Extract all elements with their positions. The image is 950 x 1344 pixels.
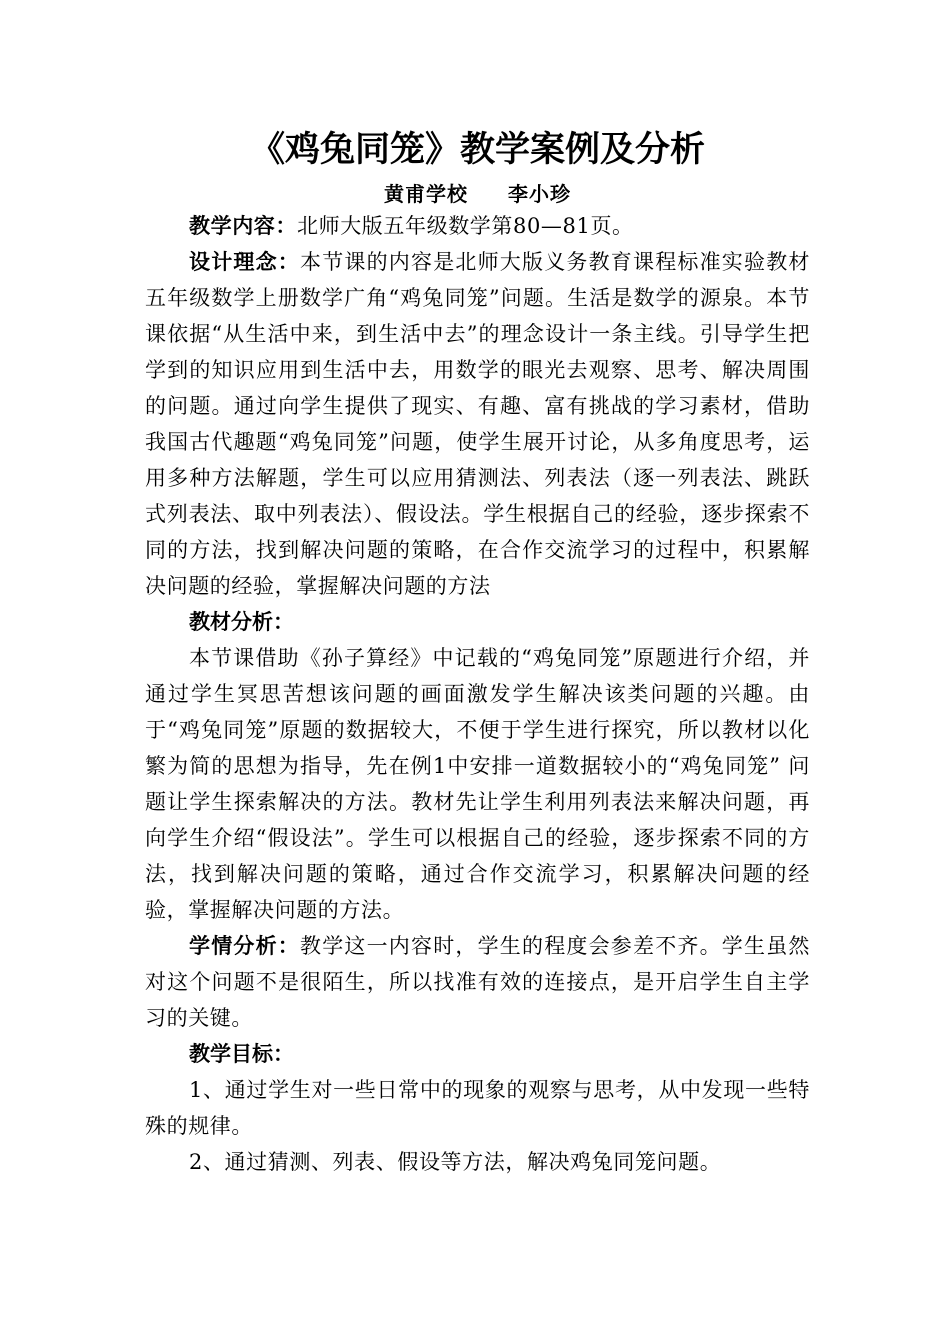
material-analysis-heading: 教材分析： (189, 609, 294, 634)
design-concept-text: 本节课的内容是北师大版义务教育课程标准实验教材五年级数学上册数学广角“鸡兔同笼”问题。生活是数学的源泉。本节课依据“从生活中来，到生活中去”的理念设计一条主线。引导学生把学到的知识应用到生活中去，用数学的眼光去观察、思考、解决周围的问题。通过向学生提供了现实、有趣、富有挑战的学习素材，借助我国古代趣题“鸡兔同笼”问题，使学生展开讨论，从多角度思考，运用多种方法解题，学生可以应用猜测法、列表法（逐一列表法、跳跃式列表法、取中列表法）、假设法。学生根据自己的经验，逐步探索不同的方法，找到解决问题的策略，在合作交流学习的过程中，积累解决问题的经验，掌握解决问题的方法 (145, 250, 810, 598)
byline (145, 180, 810, 208)
document-title: 《鸡兔同笼》教学案例及分析 (249, 129, 705, 170)
student-analysis-label: 学情分析： (189, 933, 300, 958)
goal-item-1: 1、通过学生对一些日常中的现象的观察与思考，从中发现一些特殊的规律。 (145, 1078, 810, 1138)
school-name: 黄甫学校 (384, 182, 468, 206)
teaching-content-paragraph (145, 208, 810, 244)
student-analysis-paragraph (145, 928, 810, 1036)
design-concept-paragraph (145, 244, 810, 604)
goal-item-2: 2、通过猜测、列表、假设等方法，解决鸡兔同笼问题。 (189, 1150, 722, 1174)
teaching-goals-heading: 教学目标： (189, 1041, 294, 1066)
design-concept-label: 设计理念： (189, 249, 300, 274)
teaching-content-text: 北师大版五年级数学第80—81页。 (297, 214, 634, 238)
document-page (145, 120, 810, 1180)
material-analysis-text: 本节课借助《孙子算经》中记载的“鸡兔同笼”原题进行介绍，并通过学生冥思苦想该问题的画面激发学生解决该类问题的兴趣。由于“鸡兔同笼”原题的数据较大，不便于学生进行探究，所以教材以化繁为简的思想为指导，先在例1中安排一道数据较小的“鸡兔同笼” 问题让学生探索解决的方法。教材先让学生利用列表法来解决问题，再向学生介绍“假设法”。学生可以根据自己的经验，逐步探索不同的方法，找到解决问题的策略，通过合作交流学习，积累解决问题的经验，掌握解决问题的方法。 (145, 646, 810, 922)
teaching-content-label: 教学内容： (189, 213, 297, 238)
author-name: 李小珍 (508, 182, 571, 206)
student-analysis-text: 教学这一内容时，学生的程度会参差不齐。学生虽然对这个问题不是很陌生，所以找准有效的连接点，是开启学生自主学习的关键。 (145, 934, 810, 1030)
